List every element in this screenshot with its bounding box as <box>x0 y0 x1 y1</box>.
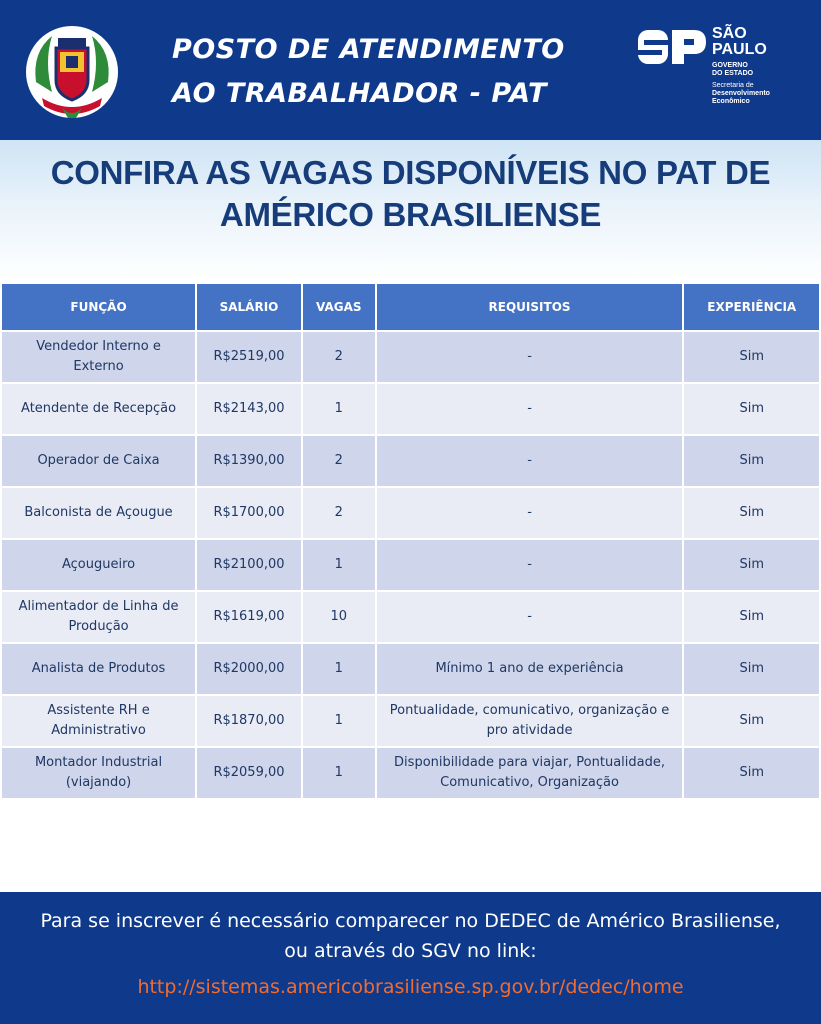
table-row <box>2 592 819 644</box>
cell-funcao: Balconista de Açougue <box>2 488 195 540</box>
cell-experiencia: Sim <box>684 592 819 644</box>
cell-experiencia: Sim <box>684 748 819 800</box>
table-row <box>2 384 819 436</box>
header-title-line1: POSTO DE ATENDIMENTO <box>172 34 565 65</box>
sp-logo-sec-line3: Econômico <box>712 98 750 105</box>
cell-vagas: 1 <box>303 644 375 696</box>
cell-requisitos: - <box>377 488 683 540</box>
cell-vagas: 1 <box>303 384 375 436</box>
cell-funcao: Alimentador de Linha de Produção <box>2 592 195 644</box>
cell-funcao: Assistente RH e Administrativo <box>2 696 195 748</box>
header-title-line2: AO TRABALHADOR - PAT <box>172 78 547 109</box>
cell-experiencia: Sim <box>684 488 819 540</box>
cell-vagas: 10 <box>303 592 375 644</box>
table-row <box>2 488 819 540</box>
cell-vagas: 1 <box>303 696 375 748</box>
sp-logo-name-line2: PAULO <box>712 41 767 58</box>
cell-funcao: Montador Industrial (viajando) <box>2 748 195 800</box>
cell-experiencia: Sim <box>684 436 819 488</box>
cell-experiencia: Sim <box>684 644 819 696</box>
footer-text-line1: Para se inscrever é necessário comparecer no DEDEC de Américo Brasiliense, <box>40 910 781 932</box>
column-header-experiencia: EXPERIÊNCIA <box>684 284 819 332</box>
headline-line2: AMÉRICO BRASILIENSE <box>219 196 602 233</box>
sp-logo-gov-line2: DO ESTADO <box>712 70 754 77</box>
cell-vagas: 2 <box>303 488 375 540</box>
cell-salario: R$1870,00 <box>197 696 301 748</box>
cell-vagas: 1 <box>303 540 375 592</box>
cell-experiencia: Sim <box>684 696 819 748</box>
cell-experiencia: Sim <box>684 384 819 436</box>
sao-paulo-government-logo <box>638 26 798 116</box>
sp-logo-name <box>712 26 767 58</box>
cell-requisitos: - <box>377 332 683 384</box>
table-row <box>2 332 819 384</box>
cell-salario: R$2143,00 <box>197 384 301 436</box>
table-row <box>2 644 819 696</box>
cell-experiencia: Sim <box>684 332 819 384</box>
cell-requisitos: - <box>377 540 683 592</box>
column-header-requisitos: REQUISITOS <box>377 284 683 332</box>
sp-logo-government <box>712 62 753 78</box>
cell-vagas: 1 <box>303 748 375 800</box>
cell-requisitos: - <box>377 436 683 488</box>
cell-requisitos: - <box>377 384 683 436</box>
cell-requisitos: Disponibilidade para viajar, Pontualidade, Comunicativo, Organização <box>377 748 683 800</box>
page-headline <box>20 152 801 236</box>
column-header-salario: SALÁRIO <box>197 284 301 332</box>
municipal-coat-of-arms-icon <box>22 22 122 122</box>
cell-salario: R$2059,00 <box>197 748 301 800</box>
table-row <box>2 540 819 592</box>
header-bar <box>0 0 821 140</box>
sp-logo-sec-line1: Secretaria de <box>712 82 754 89</box>
header-title <box>172 28 622 116</box>
table-row <box>2 436 819 488</box>
cell-requisitos: Mínimo 1 ano de experiência <box>377 644 683 696</box>
cell-salario: R$2519,00 <box>197 332 301 384</box>
job-vacancies-table <box>0 284 821 800</box>
column-header-funcao: FUNÇÃO <box>2 284 195 332</box>
column-header-vagas: VAGAS <box>303 284 375 332</box>
cell-salario: R$1390,00 <box>197 436 301 488</box>
cell-funcao: Açougueiro <box>2 540 195 592</box>
sp-logo-gov-line1: GOVERNO <box>712 62 748 69</box>
cell-vagas: 2 <box>303 332 375 384</box>
sp-logo-sec-line2: Desenvolvimento <box>712 90 770 97</box>
table-row <box>2 748 819 800</box>
footer-instructions <box>10 906 811 966</box>
cell-funcao: Atendente de Recepção <box>2 384 195 436</box>
cell-requisitos: - <box>377 592 683 644</box>
cell-vagas: 2 <box>303 436 375 488</box>
sp-logo-name-line1: SÃO <box>712 25 747 42</box>
cell-funcao: Analista de Produtos <box>2 644 195 696</box>
cell-salario: R$1700,00 <box>197 488 301 540</box>
footer-bar <box>0 892 821 1024</box>
sp-logo-icon <box>638 30 706 64</box>
cell-experiencia: Sim <box>684 540 819 592</box>
headline-line1: CONFIRA AS VAGAS DISPONÍVEIS NO PAT DE <box>50 154 771 191</box>
sp-logo-secretariat <box>712 82 770 106</box>
table-row <box>2 696 819 748</box>
cell-requisitos: Pontualidade, comunicativo, organização e pro atividade <box>377 696 683 748</box>
cell-funcao: Vendedor Interno e Externo <box>2 332 195 384</box>
cell-salario: R$2100,00 <box>197 540 301 592</box>
table-header-row <box>2 284 819 332</box>
cell-salario: R$1619,00 <box>197 592 301 644</box>
cell-funcao: Operador de Caixa <box>2 436 195 488</box>
registration-link[interactable]: http://sistemas.americobrasiliense.sp.gov.br/dedec/home <box>137 976 684 998</box>
footer-text-line2: ou através do SGV no link: <box>284 940 537 962</box>
cell-salario: R$2000,00 <box>197 644 301 696</box>
